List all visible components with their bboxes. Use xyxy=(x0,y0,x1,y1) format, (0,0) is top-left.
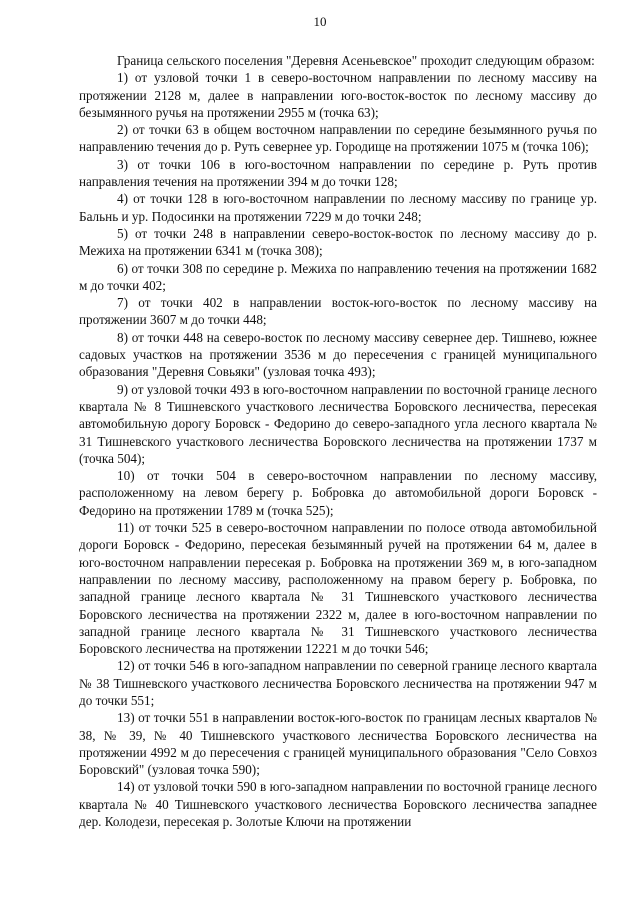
boundary-item: 13) от точки 551 в направлении восток-юго-восток по границам лесных кварталов № 38, № 39, № 40 Тишневского участкового лесничества Боровского лесничества на протяжении 4992 м до пересечения с границей муниципального образования "Село Совхоз Боровский" (узловая точка 590); xyxy=(79,710,597,778)
intro-paragraph: Граница сельского поселения "Деревня Асеньевское" проходит следующим образом: xyxy=(117,53,595,68)
page-number: 10 xyxy=(313,14,327,29)
boundary-item: 12) от точки 546 в юго-западном направлении по северной границе лесного квартала № 38 Тишневского участкового лесничества Боровского лесничества на протяжении 947 м до точки 551; xyxy=(79,658,597,708)
boundary-item: 4) от точки 128 в юго-восточном направлении по лесному массиву по границе ур. Бальнь и ур. Подосинки на протяжении 7229 м до точки 248; xyxy=(79,191,597,224)
boundary-item: 10) от точки 504 в северо-восточном направлении по лесному массиву, расположенному на левом берегу р. Бобровка до автомобильной дороги Боровск - Федорино на протяжении 1789 м (точка 525); xyxy=(79,468,597,518)
boundary-item: 9) от узловой точки 493 в юго-восточном направлении по восточной границе лесного квартала № 8 Тишневского участкового лесничества Боровского лесничества, пересекая автомобильную дорогу Боровск - Федорино до северо-западного угла лесного квартала № 31 Тишневского участкового лесничества Боровского лесничества на протяжении 1737 м (точка 504); xyxy=(79,381,597,466)
boundary-item: 2) от точки 63 в общем восточном направлении по середине безымянного ручья по направлению течения до р. Руть севернее ур. Городище на протяжении 1075 м (точка 106); xyxy=(79,122,597,155)
boundary-item: 1) от узловой точки 1 в северо-восточном направлении по лесному массиву на протяжении 2128 м, далее в направлении юго-восток-восток по лесному массиву до безымянного ручья на протяжении 2955 м (точка 63); xyxy=(79,70,597,120)
boundary-item: 3) от точки 106 в юго-восточном направлении по середине р. Руть против направления течения на протяжении 394 м до точки 128; xyxy=(79,156,597,190)
boundary-item: 6) от точки 308 по середине р. Межиха по направлению течения на протяжении 1682 м до точки 402; xyxy=(79,260,597,293)
boundary-item: 8) от точки 448 на северо-восток по лесному массиву севернее дер. Тишнево, южнее садовых участков на протяжении 3536 м до пересечения с границей муниципального образования "Деревня Совьяки" (узловая точка 493); xyxy=(79,329,597,380)
boundary-item: 7) от точки 402 в направлении восток-юго-восток по лесному массиву на протяжении 3607 м до точки 448; xyxy=(79,295,597,328)
boundary-item: 5) от точки 248 в направлении северо-восток-восток по лесному массиву до р. Межиха на протяжении 6341 м (точка 308); xyxy=(79,225,597,259)
boundary-item: 14) от узловой точки 590 в юго-западном направлении по восточной границе лесного квартала № 40 Тишневского участкового лесничества Боровского лесничества западнее дер. Колодези, пересекая р. Золотые Ключи на протяжении xyxy=(79,779,597,830)
document-body xyxy=(79,52,597,830)
boundary-item: 11) от точки 525 в северо-восточном направлении по полосе отвода автомобильной дороги Боровск - Федорино, пересекая безымянный ручей на протяжении 64 м, далее в юго-восточном направлении пересекая р. Бобровка на протяжении 369 м, в юго-западном направлении по лесному массиву, расположенному на правом берегу р. Бобровка, по западной границе лесного квартала № 31 Тишневского участкового лесничества Боровского лесничества на протяжении 2322 м, далее в юго-восточном направлении по западной границе лесного квартала № 31 Тишневского участкового лесничества Боровского лесничества на протяжении 12221 м до точки 546; xyxy=(79,520,597,657)
